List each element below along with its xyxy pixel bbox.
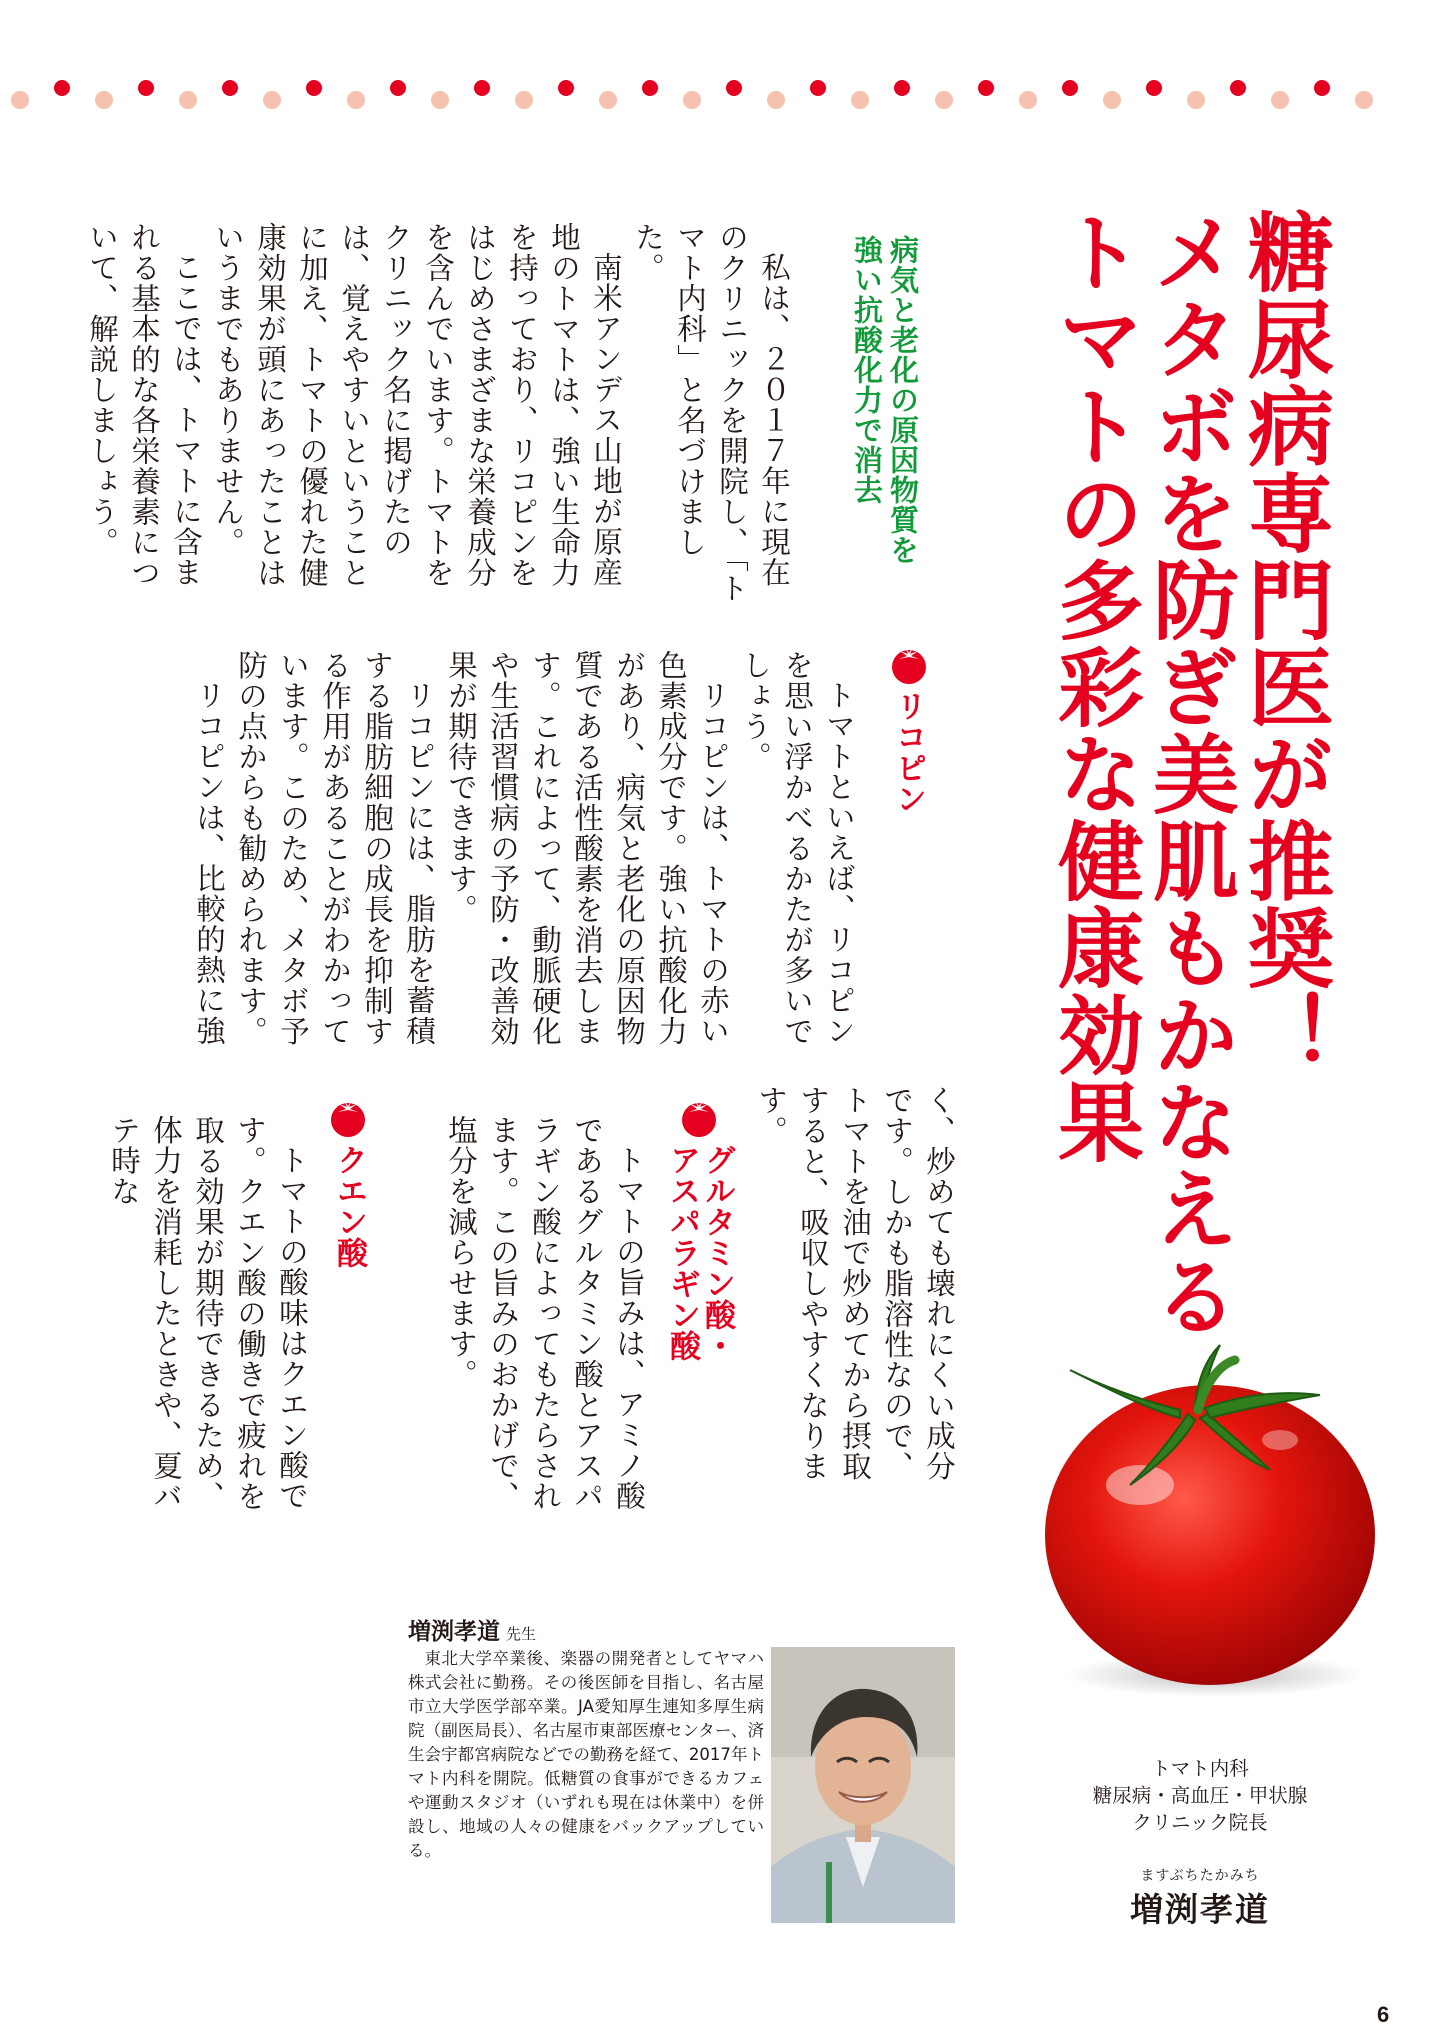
glutamic-label-line-1: グルタミン酸・ bbox=[699, 1144, 735, 1361]
border-dot bbox=[642, 80, 658, 96]
border-dot bbox=[11, 91, 29, 109]
subhead-line-2: 強い抗酸化力で消去 bbox=[850, 235, 884, 505]
portrait-photo bbox=[771, 1647, 955, 1923]
border-dot bbox=[683, 91, 701, 109]
border-dot bbox=[851, 91, 869, 109]
intro-text bbox=[85, 222, 795, 617]
border-dot bbox=[222, 80, 238, 96]
border-dot bbox=[935, 91, 953, 109]
border-dot bbox=[1019, 91, 1037, 109]
tomato-photo bbox=[1030, 1290, 1390, 1710]
subhead-line-1: 病気と老化の原因物質を bbox=[886, 235, 920, 565]
border-dot bbox=[1314, 80, 1330, 96]
clinic-line-1: トマト内科 bbox=[1151, 1757, 1249, 1780]
profile-honorific: 先生 bbox=[506, 1625, 537, 1643]
lycopene-paragraph-1: トマトといえば、リコピンを思い浮かべるかたが多いでしょう。 bbox=[738, 650, 856, 1047]
border-dot bbox=[1146, 80, 1162, 96]
tomato-icon bbox=[327, 1098, 369, 1138]
citric-label: クエン酸 bbox=[331, 1144, 367, 1268]
border-dot bbox=[558, 80, 574, 96]
tomato-icon bbox=[678, 1098, 720, 1138]
citric-text bbox=[95, 1115, 313, 1515]
clinic-line-2: 糖尿病・高血圧・甲状腺 bbox=[1092, 1784, 1308, 1807]
lycopene-label: リコピン bbox=[890, 690, 926, 814]
border-dot bbox=[978, 80, 994, 96]
border-dot bbox=[1355, 91, 1373, 109]
lycopene-cont-text bbox=[754, 1085, 960, 1485]
border-dot bbox=[1062, 80, 1078, 96]
border-dot bbox=[767, 91, 785, 109]
citric-paragraph-1: トマトの酸味はクエン酸です。クエン酸の働きで疲れを取る効果が期待できるため、体力を消耗したときや、夏バテ時な bbox=[107, 1115, 309, 1512]
border-dot bbox=[726, 80, 742, 96]
border-dot bbox=[179, 91, 197, 109]
border-dot bbox=[431, 91, 449, 109]
clinic-role bbox=[1030, 1755, 1370, 1836]
intro-paragraph-2: 南米アンデス山地が原産地のトマトは、強い生命力を持っており、リコピンをはじめさまざまな栄養成分を含んでいます。トマトをクリニック名に掲げたのは、覚えやすいということに加え、トマトの優れた健康効果が頭にあったことはいうまでもありません。 bbox=[211, 222, 623, 588]
border-dot bbox=[1230, 80, 1246, 96]
doctor-name: 増渕孝道 bbox=[1130, 1890, 1270, 1929]
lycopene-cont-paragraph-1: く、炒めても壊れにくい成分です。しかも脂溶性なので、トマトを油で炒めてから摂取すると、吸収しやすくなります。 bbox=[754, 1085, 956, 1482]
border-dot bbox=[138, 80, 154, 96]
dot-border bbox=[0, 0, 1445, 130]
border-dot bbox=[306, 80, 322, 96]
border-dot bbox=[599, 91, 617, 109]
title-line-2: メタボを防ぎ美肌もかなえる bbox=[1138, 208, 1238, 1339]
profile-name bbox=[408, 1613, 536, 1646]
border-dot bbox=[894, 80, 910, 96]
border-dot bbox=[390, 80, 406, 96]
intro-paragraph-1: 私は、２０１７年に現在のクリニックを開院し、「トマト内科」と名づけました。 bbox=[631, 222, 791, 604]
lycopene-text bbox=[95, 650, 860, 1050]
profile-name-text: 増渕孝道 bbox=[408, 1619, 500, 1645]
border-dot bbox=[1271, 91, 1289, 109]
border-dot bbox=[263, 91, 281, 109]
glutamic-paragraph-1: トマトの旨みは、アミノ酸であるグルタミン酸とアスパラギン酸によってもたらされます。この旨みのおかげで、塩分を減らせます。 bbox=[444, 1115, 646, 1512]
tomato-icon bbox=[888, 645, 930, 685]
title-line-1: 糖尿病専門医が推奨！ bbox=[1233, 208, 1333, 1078]
border-dot bbox=[515, 91, 533, 109]
border-dot bbox=[810, 80, 826, 96]
clinic-line-3: クリニック院長 bbox=[1132, 1811, 1268, 1834]
border-dot bbox=[95, 91, 113, 109]
title-line-3: トマトの多彩な健康効果 bbox=[1043, 208, 1143, 1165]
page-number: 6 bbox=[1377, 2002, 1390, 2027]
glutamic-label-line-2: アスパラギン酸 bbox=[664, 1144, 700, 1361]
border-dot bbox=[474, 80, 490, 96]
border-dot bbox=[1103, 91, 1121, 109]
lycopene-paragraph-3: リコピンには、脂肪を蓄積する脂肪細胞の成長を抑制する作用があることがわかっています。このため、メタボ予防の点からも勧められます。 bbox=[234, 650, 436, 1047]
intro-paragraph-3: ここでは、トマトに含まれる基本的な各栄養素について、解説しましょう。 bbox=[85, 222, 203, 588]
lycopene-paragraph-2: リコピンは、トマトの赤い色素成分です。強い抗酸化力があり、病気と老化の原因物質である活性酸素を消去します。これによって、動脈硬化や生活習慣病の予防・改善効果が期待できます。 bbox=[444, 650, 730, 1047]
border-dot bbox=[347, 91, 365, 109]
lycopene-paragraph-4: リコピンは、比較的熱に強 bbox=[192, 679, 226, 1046]
glutamic-text bbox=[400, 1115, 650, 1515]
name-ruby: ますぶちたかみち bbox=[1140, 1868, 1260, 1884]
border-dot bbox=[1187, 91, 1205, 109]
border-dot bbox=[54, 80, 70, 96]
profile-bio: 東北大学卒業後、楽器の開発者としてヤマハ株式会社に勤務。その後医師を目指し、名古屋市立大学医学部卒業。JA愛知厚生連知多厚生病院（副医局長）、名古屋市東部医療センター、済生会宇都宮病院などでの勤務を経て、2017年トマト内科を開院。低糖質の食事ができるカフェや運動スタジオ（いずれも現在は休業中）を併設し、地域の人々の健康をバックアップしている。 bbox=[408, 1649, 764, 1860]
